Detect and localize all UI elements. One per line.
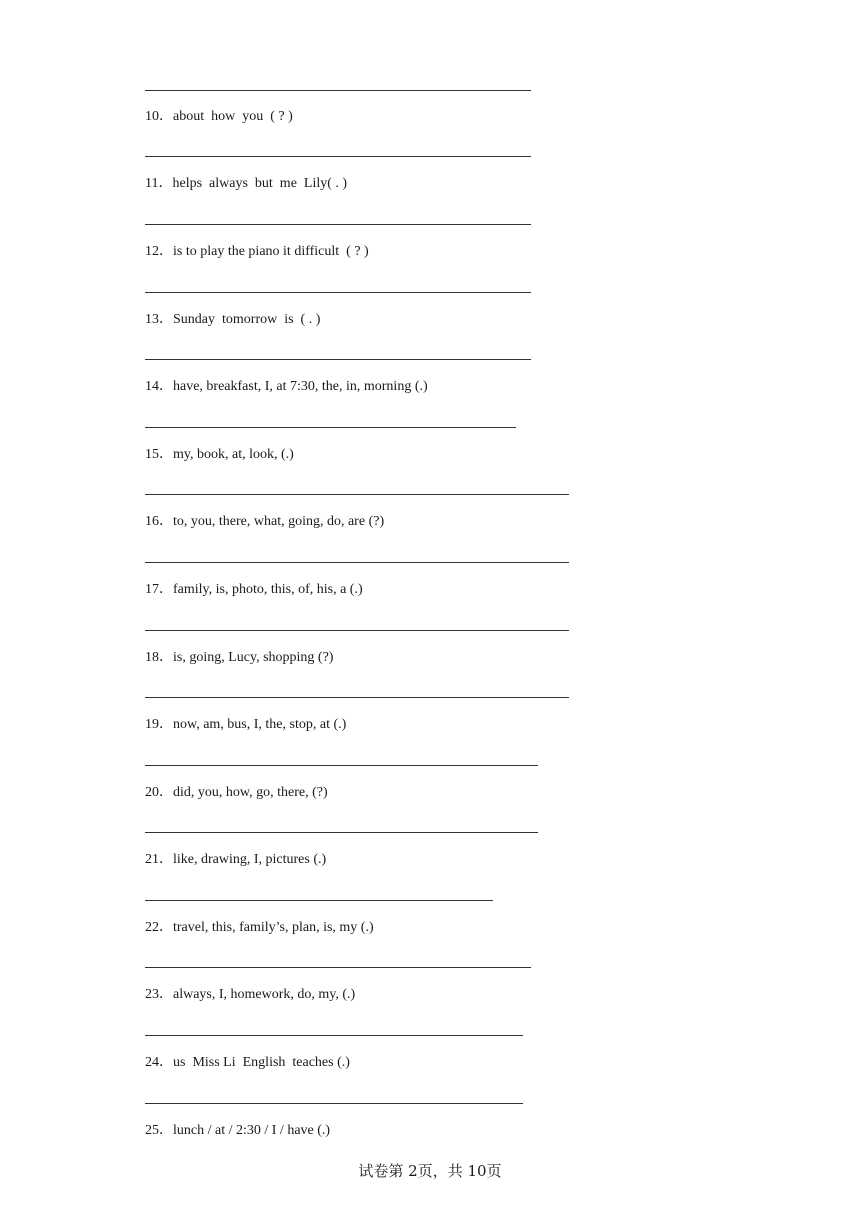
answer-line-13[interactable] — [145, 359, 531, 360]
question-number: 18． — [145, 650, 173, 665]
question-number: 19． — [145, 717, 173, 732]
question-text: now, am, bus, I, the, stop, at (.) — [173, 717, 347, 732]
question-number: 16． — [145, 514, 173, 529]
answer-line-17[interactable] — [145, 630, 569, 631]
question-text: helps always but me Lily( . ) — [172, 176, 348, 191]
question-12 — [145, 243, 369, 261]
question-19 — [145, 716, 346, 734]
answer-line-22[interactable] — [145, 967, 531, 968]
question-10 — [145, 108, 293, 126]
question-25 — [145, 1122, 330, 1140]
question-21 — [145, 851, 326, 869]
question-text: family, is, photo, this, of, his, a (.) — [173, 582, 363, 597]
answer-line[interactable] — [145, 90, 531, 91]
question-text: Sunday tomorrow is ( . ) — [173, 312, 321, 327]
question-number: 10． — [145, 109, 173, 124]
question-13 — [145, 311, 320, 329]
question-24 — [145, 1054, 350, 1072]
question-number: 25． — [145, 1123, 173, 1138]
question-text: lunch / at / 2:30 / I / have (.) — [173, 1123, 331, 1138]
answer-line-20[interactable] — [145, 832, 538, 833]
question-text: to, you, there, what, going, do, are (?) — [173, 514, 385, 529]
question-23 — [145, 986, 355, 1004]
question-text: is, going, Lucy, shopping (?) — [173, 650, 334, 665]
answer-line-14[interactable] — [145, 427, 516, 428]
answer-line-15[interactable] — [145, 494, 569, 495]
answer-line-23[interactable] — [145, 1035, 523, 1036]
answer-line-11[interactable] — [145, 224, 531, 225]
question-text: did, you, how, go, there, (?) — [173, 785, 328, 800]
question-text: us Miss Li English teaches (.) — [173, 1055, 350, 1070]
question-16 — [145, 513, 384, 531]
answer-line-21[interactable] — [145, 900, 493, 901]
answer-line-10[interactable] — [145, 156, 531, 157]
question-20 — [145, 784, 328, 802]
answer-line-19[interactable] — [145, 765, 538, 766]
question-14 — [145, 378, 428, 396]
question-22 — [145, 919, 374, 937]
question-number: 24． — [145, 1055, 173, 1070]
question-17 — [145, 581, 363, 599]
question-number: 23． — [145, 987, 173, 1002]
page-footer: 试卷第 2页，共 10页 — [358, 1162, 502, 1180]
question-18 — [145, 649, 333, 667]
question-text: is to play the piano it difficult ( ? ) — [173, 244, 369, 259]
question-number: 22． — [145, 920, 173, 935]
question-text: about how you ( ? ) — [173, 109, 293, 124]
question-number: 15． — [145, 447, 173, 462]
question-text: have, breakfast, I, at 7:30, the, in, morning (.) — [173, 379, 428, 394]
question-text: travel, this, family’s, plan, is, my (.) — [173, 920, 374, 935]
question-text: my, book, at, look, (.) — [173, 447, 294, 462]
question-number: 14． — [145, 379, 173, 394]
question-text: like, drawing, I, pictures (.) — [173, 852, 327, 867]
question-number: 13． — [145, 312, 173, 327]
answer-line-16[interactable] — [145, 562, 569, 563]
question-text: always, I, homework, do, my, (.) — [173, 987, 356, 1002]
question-number: 11． — [145, 176, 173, 191]
question-number: 12． — [145, 244, 173, 259]
question-15 — [145, 446, 294, 464]
answer-line-18[interactable] — [145, 697, 569, 698]
question-11 — [145, 175, 347, 193]
answer-line-24[interactable] — [145, 1103, 523, 1104]
answer-line-12[interactable] — [145, 292, 531, 293]
question-number: 21． — [145, 852, 173, 867]
question-number: 17． — [145, 582, 173, 597]
question-number: 20． — [145, 785, 173, 800]
